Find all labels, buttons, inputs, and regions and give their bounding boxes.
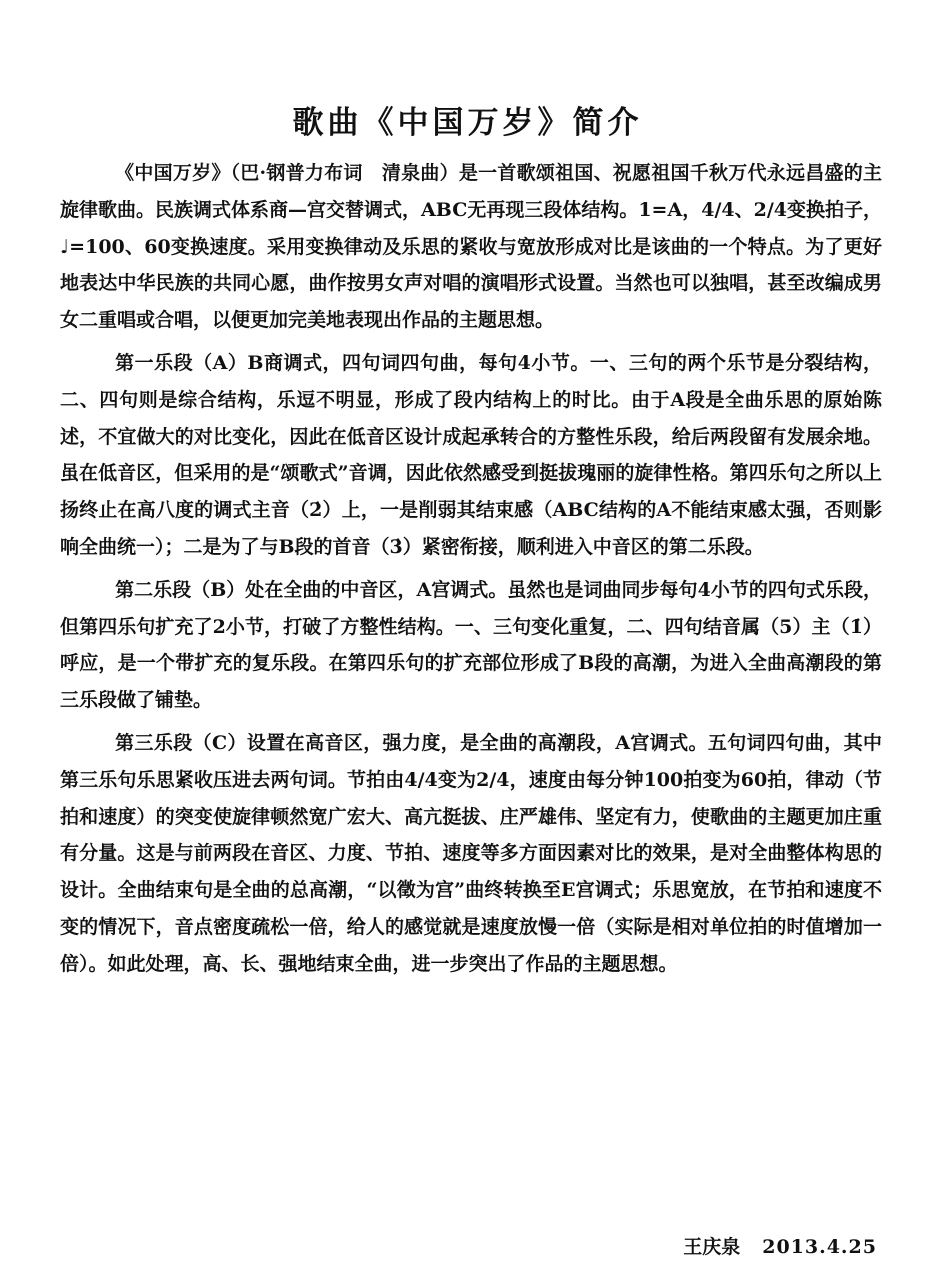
paragraph-section-a: 第一乐段（A）B商调式，四句词四句曲，每句4小节。一、三句的两个乐节是分裂结构，二、四句则是综合结构，乐逗不明显，形成了段内结构上的时比。由于A段是全曲乐思的原始陈述，不宜做大的对比变化，因此在低音区设计成起承转合的方整性乐段，给后两段留有发展余地。虽在低音区，但采用的是“颂歌式”音调，因此依然感受到挺拔瑰丽的旋律性格。第四乐句之所以上扬终止在高八度的调式主音（2̇）上，一是削弱其结束感（ABC结构的A不能结束感太强，否则影响全曲统一）；二是为了与B段的首音（3̇）紧密衔接，顺利进入中音区的第二乐段。 [60, 351, 882, 558]
signature-block [683, 1232, 877, 1262]
paragraph-section-b: 第二乐段（B）处在全曲的中音区，A宫调式。虽然也是词曲同步每句4小节的四句式乐段，但第四乐句扩充了2小节，打破了方整性结构。一、三句变化重复，二、四句结音属（5）主（1̇）呼应，是一个带扩充的复乐段。在第四乐句的扩充部位形成了B段的高潮，为进入全曲高潮段的第三乐段做了铺垫。 [60, 578, 882, 712]
signature-date: 2013.4.25 [762, 1236, 877, 1258]
document-title: 歌曲《中国万岁》简介 [292, 104, 643, 141]
paragraph-section-c: 第三乐段（C）设置在高音区，强力度，是全曲的高潮段，A宫调式。五句词四句曲，其中第三乐句乐思紧收压进去两句词。节拍由4/4变为2/4，速度由每分钟100拍变为60拍，律动（节拍和速度）的突变使旋律顿然宽广宏大、高亢挺拔、庄严雄伟、坚定有力，使歌曲的主题更加庄重有分量。这是与前两段在音区、力度、节拍、速度等多方面因素对比的效果，是对全曲整体构思的设计。全曲结束句是全曲的总高潮，“以徵为宫”曲终转换至E宫调式；乐思宽放，在节拍和速度不变的情况下，音点密度疏松一倍，给人的感觉就是速度放慢一倍（实际是相对单位拍的时值增加一倍）。如此处理，高、长、强地结束全曲，进一步突出了作品的主题思想。 [60, 731, 882, 975]
signature-author: 王庆泉 [683, 1236, 741, 1258]
document-body [60, 155, 882, 989]
paragraph-intro: 《中国万岁》（巴·钢普力布词 清泉曲）是一首歌颂祖国、祝愿祖国千秋万代永远昌盛的主旋律歌曲。民族调式体系商—宫交替调式，ABC无再现三段体结构。1=A，4/4、2/4变换拍子，♩=100、60变换速度。采用变换律动及乐思的紧收与宽放形成对比是该曲的一个特点。为了更好地表达中华民族的共同心愿，曲作按男女声对唱的演唱形式设置。当然也可以独唱，甚至改编成男女二重唱或合唱，以便更加完美地表现出作品的主题思想。 [60, 162, 882, 332]
